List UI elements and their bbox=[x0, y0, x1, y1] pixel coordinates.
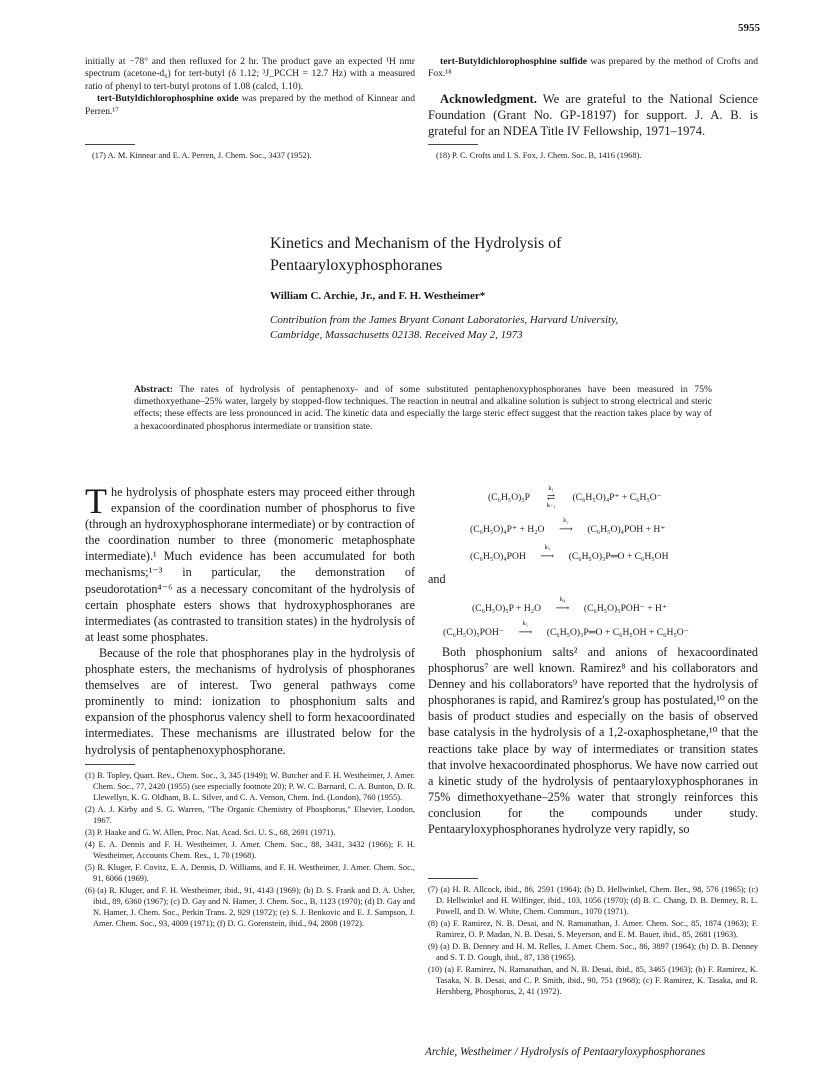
body-right-column bbox=[428, 644, 758, 837]
body-left-column bbox=[85, 481, 415, 758]
footnote-rule bbox=[85, 144, 135, 145]
top-left-column bbox=[85, 56, 415, 118]
acknowledgment-label: Acknowledgment. bbox=[440, 91, 537, 106]
eq1-reactant: (C₆H₅O)₅P bbox=[488, 492, 530, 503]
eq4-product: (C₆H₅O)₅POH⁻ + H⁺ bbox=[583, 603, 668, 614]
equation-5 bbox=[443, 620, 689, 638]
page-number: 5955 bbox=[738, 22, 760, 34]
acknowledgment-text: We are grateful to the National Science Foundation (Grant No. GP-18197) for support. J. A. B. is grateful for an NDEA Title IV Fellowship, 1971–1974. bbox=[428, 91, 758, 138]
eq2-reactant: (C₆H₅O)₄P⁺ + H₂O bbox=[470, 524, 545, 535]
footnote-rule-2 bbox=[428, 144, 478, 145]
running-footer: Archie, Westheimer / Hydrolysis of Pentaaryloxyphosphoranes bbox=[425, 1046, 706, 1058]
footnote-item: (5) R. Kluger, F. Covitz, E. A. Dennis, D. Williams, and F. H. Westheimer, J. Amer. Chem. Soc., 91, 6066 (1969). bbox=[85, 863, 415, 883]
eq3-reactant: (C₆H₅O)₄POH bbox=[470, 551, 526, 562]
footnotes-left bbox=[85, 770, 415, 930]
footnote-item: (7) (a) H. R. Allcock, ibid., 86, 2591 (1964); (b) D. Hellwinkel, Chem. Ber., 98, 576 (1965); (c) D. Hellwinkel and H. Wilfinger, ibid., 103, 1056 (1970); (d) B. C. Chang, D. B. Denney, R. L. Powell, and D. W. White, Chem. Commun., 1070 (1971). bbox=[428, 885, 758, 916]
compound-name: tert-Butyldichlorophosphine oxide bbox=[97, 93, 239, 105]
authors: William C. Archie, Jr., and F. H. Westheimer* bbox=[270, 290, 486, 302]
compound-method-2: was prepared by the method of Crofts and Fox.¹⁸ bbox=[428, 56, 758, 80]
reaction-arrow-3: k₄ ⟶ bbox=[543, 603, 581, 614]
article-title bbox=[270, 233, 690, 277]
equation-1 bbox=[488, 485, 662, 509]
footnote-item: (6) (a) R. Kluger, and F. H. Westheimer, ibid., 91, 4143 (1969); (b) D. S. Frank and D. A. Usher, ibid., 89, 6360 (1967); (c) D. Gay and N. Hamer, J. Chem. Soc., B, 1123 (1970); (d) D. Gay and N. Hamer, J. Chem. Soc., Perkin Trans. 2, 929 (1972); (e) S. J. Benkovic and E. J. Sampson, J. Amer. Chem. Soc., 93, 4009 (1971); (f) D. G. Gorenstein, ibid., 94, 2808 (1972). bbox=[85, 886, 415, 928]
compound-name-2: tert-Butyldichlorophosphine sulfide bbox=[440, 56, 588, 67]
footnote-item: (10) (a) F. Ramirez, N. Ramanathan, and N. B. Desai, ibid., 85, 3465 (1963); (b) F. Ramirez, K. Tasaka, N. B. Desai, and C. P. Smith, ibid., 90, 751 (1968); (c) F. Ramirez, K. Tasaka, and R. Hershberg, Phosphorus, 2, 41 (1972). bbox=[428, 965, 758, 996]
reaction-arrow-4: k₅ ⟶ bbox=[506, 627, 544, 638]
equation-4 bbox=[472, 596, 668, 614]
contribution bbox=[270, 313, 730, 343]
and-connector: and bbox=[428, 572, 446, 586]
eq4-reactant: (C₆H₅O)₅P + H₂O bbox=[472, 603, 542, 614]
eq1-product: (C₆H₅O)₄P⁺ + C₆H₅O⁻ bbox=[572, 492, 662, 503]
eq5-reactant: (C₆H₅O)₅POH⁻ bbox=[443, 627, 504, 638]
abstract bbox=[134, 384, 712, 433]
title-line-1: Kinetics and Mechanism of the Hydrolysis of bbox=[270, 235, 562, 252]
contribution-line-2: Cambridge, Massachusetts 02138. Received May 2, 1973 bbox=[270, 329, 523, 341]
rate-k2: k₂ bbox=[563, 517, 569, 524]
footnote-18: (18) P. C. Crofts and I. S. Fox, J. Chem. Soc. B, 1416 (1968). bbox=[436, 151, 642, 160]
reaction-arrow: k₂ ⟶ bbox=[547, 524, 585, 535]
rate-k-1: k₋₁ bbox=[546, 502, 556, 509]
compound-method: was prepared by the method of Kinnear and Perren.¹⁷ bbox=[85, 93, 415, 117]
footnote-rule-3 bbox=[85, 764, 135, 765]
eq2-product: (C₆H₅O)₄POH + H⁺ bbox=[587, 524, 666, 535]
equation-3 bbox=[470, 544, 669, 562]
rate-k1: k₁ bbox=[548, 485, 554, 492]
rate-k4: k₄ bbox=[559, 596, 566, 603]
paragraph-2: Because of the role that phosphoranes play in the hydrolysis of phosphate esters, the mechanisms of hydrolysis of phosphoranes themselves are of interest. Two general pathways come prominently to mind: ionization to phosphonium salts and expansion of the phosphorus valency shell to form hexacoordinated intermediates. These mechanisms are illustrated below for the hydrolysis of pentaphenoxyphosphorane. bbox=[85, 645, 415, 757]
footnote-item: (4) E. A. Dennis and F. H. Westheimer, J. Amer. Chem. Soc., 88, 3431, 3432 (1966); F. H. Westheimer, Accounts Chem. Res., 1, 70 (1968). bbox=[85, 840, 415, 860]
contribution-line-1: Contribution from the James Bryant Conant Laboratories, Harvard University, bbox=[270, 314, 619, 326]
footnotes-right bbox=[428, 884, 758, 998]
experimental-text-2 bbox=[85, 93, 415, 118]
reaction-arrow-2: k₃ ⟶ bbox=[528, 551, 566, 562]
abstract-label: Abstract: bbox=[134, 384, 173, 395]
rate-k3: k₃ bbox=[544, 544, 551, 551]
rate-k5: k₅ bbox=[522, 620, 529, 627]
footnote-rule-4 bbox=[428, 878, 478, 879]
eq5-product: (C₆H₅O)₃P═O + C₆H₅OH + C₆H₅O⁻ bbox=[546, 627, 689, 638]
paragraph-3: Both phosphonium salts² and anions of hexacoordinated phosphorus⁷ are well known. Ramirez⁸ and his collaborators and Denney and his collaborators⁹ have reported that the hydrolysis of phosphoranes is rapid, and Ramirez's group has postulated,¹⁰ on the basis of product studies and especially on the basis of observed base catalysis in the hydrolysis of a 1,2-oxaphosphetane,¹⁰ that the reactions take place by way of intermediates or transition states that involve hexacoordinated phosphorus. We have now carried out a kinetic study of the hydrolysis of pentaaryloxyphosphoranes in 75% dimethoxyethane–25% water that strongly reinforces this conclusion for the compounds under study. Pentaaryloxyphosphoranes hydrolyze very rapidly, so bbox=[428, 645, 758, 837]
footnote-item: (8) (a) F. Ramirez, N. B. Desai, and N. Ramanathan, J. Amer. Chem. Soc., 85, 1874 (1963); F. Ramirez, O. P. Madan, N. B. Desai, S. Meyerson, and E. M. Bauer, ibid., 85, 2681 (1963). bbox=[428, 919, 758, 939]
footnote-item: (2) A. J. Kirby and S. G. Warren, "The Organic Chemistry of Phosphorus," Elsevier, London, 1967. bbox=[85, 805, 415, 825]
footnote-item: (1) B. Topley, Quart. Rev., Chem. Soc., 3, 345 (1949); W. Butcher and F. H. Westheimer, J. Amer. Chem. Soc., 77, 2420 (1955) (see especially footnote 20); P. W. C. Barnard, C. A. Bunton, D. R. Llewellyn, K. G. Oldham, B. L. Silver, and C. A. Vernon, Chem. Ind. (London), 760 (1955). bbox=[85, 771, 415, 802]
abstract-text: The rates of hydrolysis of pentaphenoxy- and of some substituted pentaphenoxyphosphoranes have been measured in 75% dimethoxyethane–25% water, largely by stopped-flow techniques. The reaction in neutral and alkaline solution is subject to strong electrical and steric effects; these effects are less pronounced in acid. The kinetic data and especially the large steric effect suggest that the reaction takes place by way of a hexacoordinated phosphorus intermediate or transition state. bbox=[134, 384, 712, 432]
equilibrium-arrow: k₁ ⇄ k₋₁ bbox=[532, 492, 570, 503]
footnote-17: (17) A. M. Kinnear and E. A. Perren, J. Chem. Soc., 3437 (1952). bbox=[92, 151, 312, 160]
experimental-text: initially at −78° and then refluxed for 2 hr. The product gave an expected ¹H nmr spectrum (acetone-d₆) for tert-butyl (δ 1.12; ³J_PCCH = 12.7 Hz) with a measured ratio of phenyl to tert-butyl protons of 1.08 (calcd, 1.10). bbox=[85, 56, 415, 92]
drop-cap: T bbox=[85, 481, 107, 521]
title-line-2: Pentaaryloxyphosphoranes bbox=[270, 257, 443, 274]
experimental-text-3 bbox=[428, 56, 758, 81]
top-right-column bbox=[428, 56, 758, 139]
footnote-item: (9) (a) D. B. Denney and H. M. Relles, J. Amer. Chem. Soc., 86, 3897 (1964); (b) D. B. Denney and S. T. D. Gough, ibid., 87, 138 (1965). bbox=[428, 942, 758, 962]
paragraph-1: he hydrolysis of phosphate esters may proceed either through expansion of the coordination number of phosphorus to five (through an hydroxyphosphorane intermediate) or by contraction of the coordination number to three (monomeric metaphosphate intermediate).¹ Much evidence has been accumulated for both mechanisms;¹⁻³ in particular, the demonstration of pseudorotation⁴⁻⁶ as a necessary concomitant of the hydrolysis of certain phosphate esters shows that hydroxyphosphoranes are intermediates (as contrasted to transition states) in the hydrolysis of at least some phosphates. bbox=[85, 485, 415, 644]
footnote-item: (3) P. Haake and G. W. Allen, Proc. Nat. Acad. Sci. U. S., 68, 2691 (1971). bbox=[85, 828, 336, 837]
eq3-product: (C₆H₅O)₃P═O + C₆H₅OH bbox=[568, 551, 669, 562]
equation-2 bbox=[470, 517, 666, 535]
acknowledgment bbox=[428, 91, 758, 139]
